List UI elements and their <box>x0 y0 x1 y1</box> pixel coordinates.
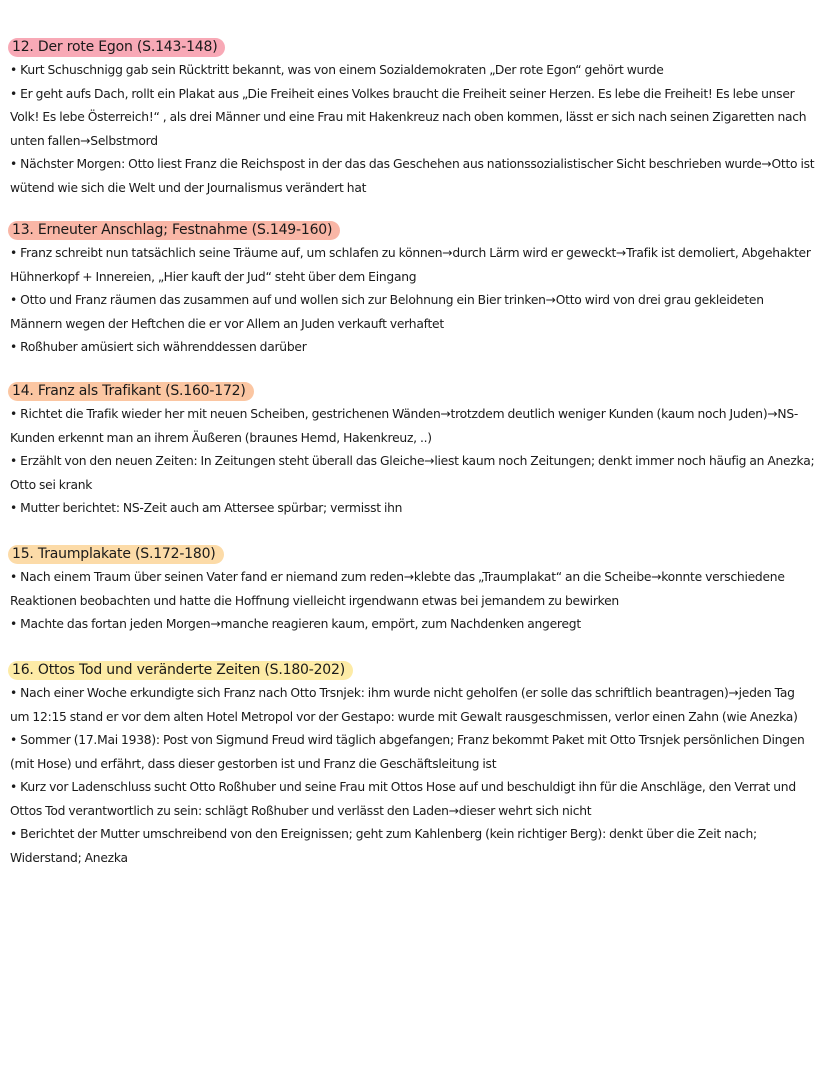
section-heading: 12. Der rote Egon (S.143-148) <box>8 38 225 57</box>
list-item: • Er geht aufs Dach, rollt ein Plakat aus „Die Freiheit eines Volkes braucht die Freiheit seiner Herzen. Es lebe die Freiheit! Es lebe unser Volk! Es lebe Österreich!“ , als drei Männer und eine Frau mit Hakenkreuz nach oben kommen, lässt er sich nach seinen Zigaretten nach unten fallen→Selbstmord <box>10 86 807 148</box>
section-13 <box>10 219 815 360</box>
list-item: • Franz schreibt nun tatsächlich seine Träume auf, um schlafen zu können→durch Lärm wird er geweckt→Trafik ist demoliert, Abgehakter Hühnerkopf + Innereien, „Hier kauft der Jud“ steht über dem Eingang <box>10 246 811 284</box>
list-item: • Nach einem Traum über seinen Vater fand er niemand zum reden→klebte das „Traumplakat“ an die Scheibe→konnte verschiedene Reaktionen beobachten und hatte die Hoffnung vielleicht irgendwann etwas bei jemandem zu bewirken <box>10 570 785 608</box>
list-item: • Erzählt von den neuen Zeiten: In Zeitungen steht überall das Gleiche→liest kaum noch Zeitungen; denkt immer noch häufig an Anezka; Otto sei krank <box>10 454 815 492</box>
list-item: • Nach einer Woche erkundigte sich Franz nach Otto Trsnjek: ihm wurde nicht geholfen (er solle das schriftlich beantragen)→jeden Tag um 12:15 stand er vor dem alten Hotel Metropol vor der Gestapo: wurde mit Gewalt rausgeschmissen, verlor einen Zahn (wie Anezka) <box>10 686 798 724</box>
list-item: • Roßhuber amüsiert sich währenddessen darüber <box>10 340 307 354</box>
section-items <box>10 403 815 521</box>
list-item: • Otto und Franz räumen das zusammen auf und wollen sich zur Belohnung ein Bier trinken→Otto wird von drei grau gekleideten Männern wegen der Heftchen die er vor Allem an Juden verkauft verhaftet <box>10 293 764 331</box>
section-heading: 15. Traumplakate (S.172-180) <box>8 545 224 564</box>
section-16 <box>10 659 815 870</box>
section-14 <box>10 380 815 521</box>
list-item: • Kurt Schuschnigg gab sein Rücktritt bekannt, was von einem Sozialdemokraten „Der rote Egon“ gehört wurde <box>10 63 664 77</box>
list-item: • Berichtet der Mutter umschreibend von den Ereignissen; geht zum Kahlenberg (kein richtiger Berg): denkt über die Zeit nach; Widerstand; Anezka <box>10 827 757 865</box>
section-15 <box>10 543 815 637</box>
section-heading: 13. Erneuter Anschlag; Festnahme (S.149-160) <box>8 221 340 240</box>
section-12 <box>10 36 815 200</box>
list-item: • Mutter berichtet: NS-Zeit auch am Attersee spürbar; vermisst ihn <box>10 501 403 515</box>
section-heading: 14. Franz als Trafikant (S.160-172) <box>8 382 254 401</box>
list-item: • Richtet die Trafik wieder her mit neuen Scheiben, gestrichenen Wänden→trotzdem deutlich weniger Kunden (kaum noch Juden)→NS-Kunden erkennt man an ihrem Äußeren (braunes Hemd, Hakenkreuz, ..) <box>10 407 799 445</box>
section-items <box>10 59 815 200</box>
section-items <box>10 242 815 360</box>
list-item: • Nächster Morgen: Otto liest Franz die Reichspost in der das das Geschehen aus nationssozialistischer Sicht beschrieben wurde→Otto ist wütend wie sich die Welt und der Journalismus verändert hat <box>10 157 815 195</box>
list-item: • Sommer (17.Mai 1938): Post von Sigmund Freud wird täglich abgefangen; Franz bekommt Paket mit Otto Trsnjek persönlichen Dingen (mit Hose) und erfährt, dass dieser gestorben ist und Franz die Geschäftsleitung ist <box>10 733 805 771</box>
list-item: • Machte das fortan jeden Morgen→manche reagieren kaum, empört, zum Nachdenken angeregt <box>10 617 581 631</box>
section-items <box>10 566 815 637</box>
section-items <box>10 682 815 870</box>
section-heading: 16. Ottos Tod und veränderte Zeiten (S.180-202) <box>8 661 353 680</box>
list-item: • Kurz vor Ladenschluss sucht Otto Roßhuber und seine Frau mit Ottos Hose auf und beschuldigt ihn für die Anschläge, den Verrat und Ottos Tod verantwortlich zu sein: schlägt Roßhuber und verlässt den Laden→dieser wehrt sich nicht <box>10 780 796 818</box>
